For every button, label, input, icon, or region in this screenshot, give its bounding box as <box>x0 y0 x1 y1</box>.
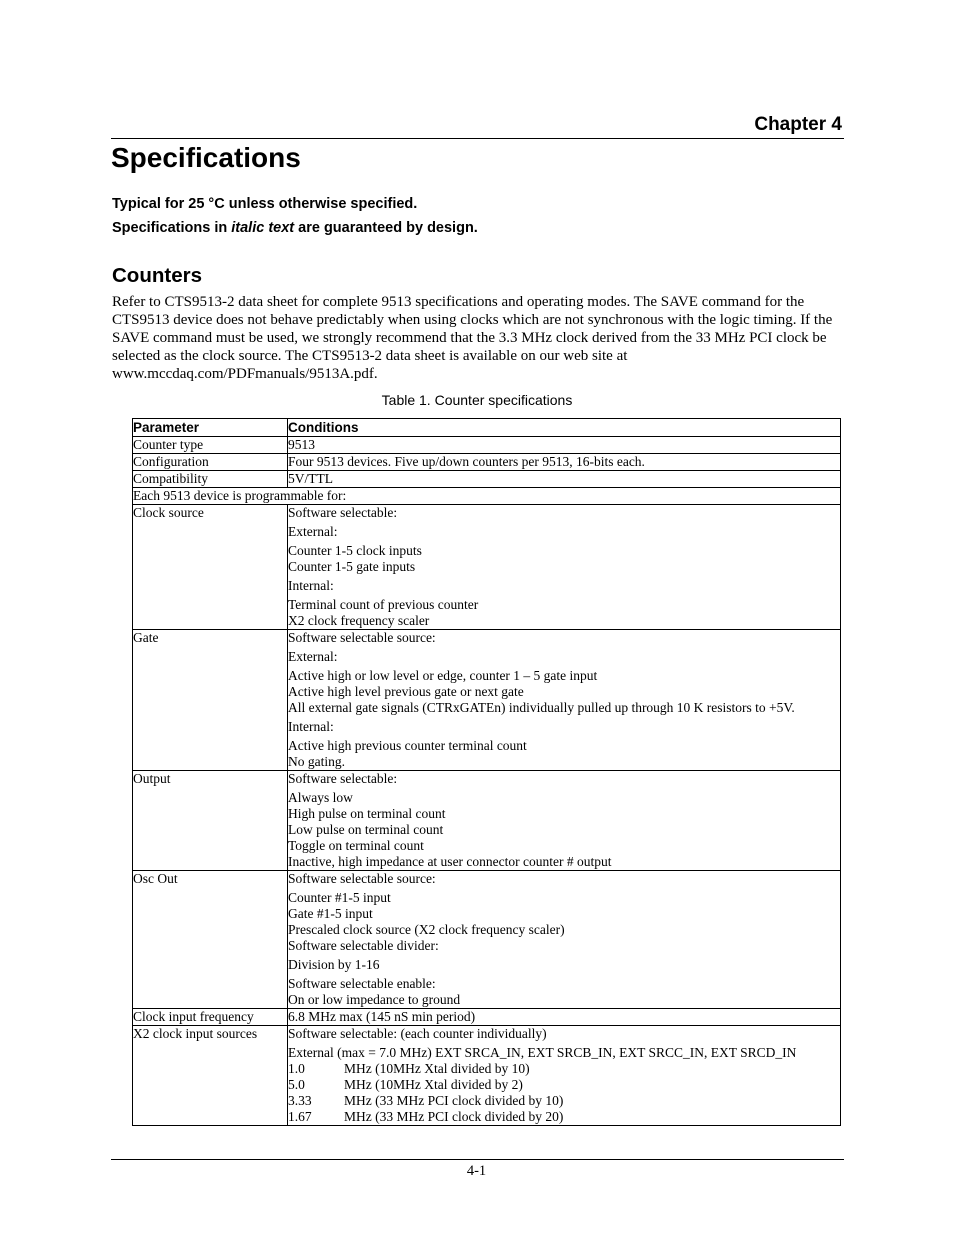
italic-note-word: italic text <box>231 220 295 236</box>
freq-desc: MHz (10MHz Xtal divided by 10) <box>344 1061 530 1076</box>
table-caption: Table 1. Counter specifications <box>381 392 573 408</box>
cond-line: X2 clock frequency scaler <box>288 613 430 628</box>
cond-line: Counter #1-5 input <box>288 890 391 905</box>
cond-line: External: <box>288 524 338 539</box>
table-row <box>133 471 841 488</box>
cond-line: Terminal count of previous counter <box>288 597 479 612</box>
italic-note-prefix: Specifications in <box>112 220 232 236</box>
table-row <box>133 488 841 505</box>
table-row <box>133 505 841 630</box>
cond-line: Counter 1-5 gate inputs <box>288 559 416 574</box>
param-clock-source: Clock source <box>133 505 288 630</box>
chapter-label: Chapter 4 <box>754 114 842 135</box>
cond-clock-input-frequency: 6.8 MHz max (145 nS min period) <box>288 1009 841 1026</box>
cond-line: Low pulse on terminal count <box>288 822 444 837</box>
cond-line: Software selectable source: <box>288 630 436 645</box>
table-row <box>133 771 841 871</box>
cond-line: All external gate signals (CTRxGATEn) individually pulled up through 10 K resistors to +5V. <box>288 700 795 715</box>
counter-specs-table <box>132 418 841 1126</box>
cond-line: Software selectable enable: <box>288 976 436 991</box>
table-row <box>133 437 841 454</box>
freq-value: 1.67 <box>288 1109 312 1124</box>
freq-line <box>288 1109 840 1125</box>
param-configuration: Configuration <box>133 454 288 471</box>
cond-osc-out <box>288 871 841 1009</box>
freq-value: 3.33 <box>288 1093 312 1108</box>
freq-line <box>288 1093 840 1109</box>
param-x2-clock-input-sources: X2 clock input sources <box>133 1026 288 1126</box>
header-parameter: Parameter <box>133 419 288 437</box>
param-compatibility: Compatibility <box>133 471 288 488</box>
cond-line: On or low impedance to ground <box>288 992 461 1007</box>
cond-line: Inactive, high impedance at user connector counter # output <box>288 854 612 869</box>
cond-line: Software selectable: <box>288 771 398 786</box>
cond-line: External (max = 7.0 MHz) EXT SRCA_IN, EXT SRCB_IN, EXT SRCC_IN, EXT SRCD_IN <box>288 1045 797 1060</box>
freq-line <box>288 1077 840 1093</box>
italic-note <box>112 219 478 237</box>
cond-line: Counter 1-5 clock inputs <box>288 543 422 558</box>
cond-line: External: <box>288 649 338 664</box>
cond-counter-type: 9513 <box>288 437 841 454</box>
cond-line: Software selectable source: <box>288 871 436 886</box>
cond-configuration: Four 9513 devices. Five up/down counters per 9513, 16-bits each. <box>288 454 841 471</box>
table-row <box>133 630 841 771</box>
intro-paragraph: Refer to CTS9513-2 data sheet for complete 9513 specifications and operating modes. The SAVE command for the CTS9513 device does not behave predictably when using clocks which are not synchronous with the logic timing. If the SAVE command must be used, we strongly recommend that the 3.3 MHz clock derived from the 33 MHz PCI clock be selected as the clock source. The CTS9513-2 data sheet is available on our web site at www.mccdaq.com/PDFmanuals/9513A.pdf. <box>112 294 833 382</box>
cond-line: No gating. <box>288 754 345 769</box>
section-heading: Counters <box>112 264 202 287</box>
cond-line: Prescaled clock source (X2 clock frequency scaler) <box>288 922 565 937</box>
header-conditions: Conditions <box>288 419 841 437</box>
table-row <box>133 1009 841 1026</box>
freq-desc: MHz (33 MHz PCI clock divided by 10) <box>344 1093 564 1108</box>
param-gate: Gate <box>133 630 288 771</box>
typical-note: Typical for 25 °C unless otherwise specified. <box>112 196 418 212</box>
cond-x2-clock-input-sources <box>288 1026 841 1126</box>
cond-output <box>288 771 841 871</box>
cond-clock-source <box>288 505 841 630</box>
footer-rule <box>111 1159 844 1160</box>
cond-line: Toggle on terminal count <box>288 838 424 853</box>
cond-gate <box>288 630 841 771</box>
freq-value: 1.0 <box>288 1061 305 1076</box>
italic-note-suffix: are guaranteed by design. <box>294 220 478 236</box>
page-number: 4-1 <box>466 1163 487 1179</box>
chapter-rule <box>111 138 844 139</box>
param-clock-input-frequency: Clock input frequency <box>133 1009 288 1026</box>
programmable-row: Each 9513 device is programmable for: <box>133 488 841 505</box>
cond-line: Software selectable: <box>288 505 398 520</box>
cond-line: Active high or low level or edge, counter 1 – 5 gate input <box>288 668 598 683</box>
freq-desc: MHz (33 MHz PCI clock divided by 20) <box>344 1109 564 1124</box>
cond-line: Active high level previous gate or next gate <box>288 684 524 699</box>
freq-desc: MHz (10MHz Xtal divided by 2) <box>344 1077 523 1092</box>
cond-line: Internal: <box>288 578 334 593</box>
freq-value: 5.0 <box>288 1077 305 1092</box>
cond-line: High pulse on terminal count <box>288 806 446 821</box>
param-output: Output <box>133 771 288 871</box>
freq-line <box>288 1061 840 1077</box>
table-row <box>133 1026 841 1126</box>
cond-line: Software selectable: (each counter individually) <box>288 1026 547 1041</box>
table-row <box>133 871 841 1009</box>
table-header-row <box>133 419 841 437</box>
param-osc-out: Osc Out <box>133 871 288 1009</box>
cond-line: Active high previous counter terminal count <box>288 738 527 753</box>
cond-line: Division by 1-16 <box>288 957 380 972</box>
table-row <box>133 454 841 471</box>
cond-line: Gate #1-5 input <box>288 906 373 921</box>
cond-compatibility: 5V/TTL <box>288 471 841 488</box>
cond-line: Always low <box>288 790 353 805</box>
cond-line: Internal: <box>288 719 334 734</box>
param-counter-type: Counter type <box>133 437 288 454</box>
cond-line: Software selectable divider: <box>288 938 439 953</box>
page-title: Specifications <box>111 142 301 173</box>
